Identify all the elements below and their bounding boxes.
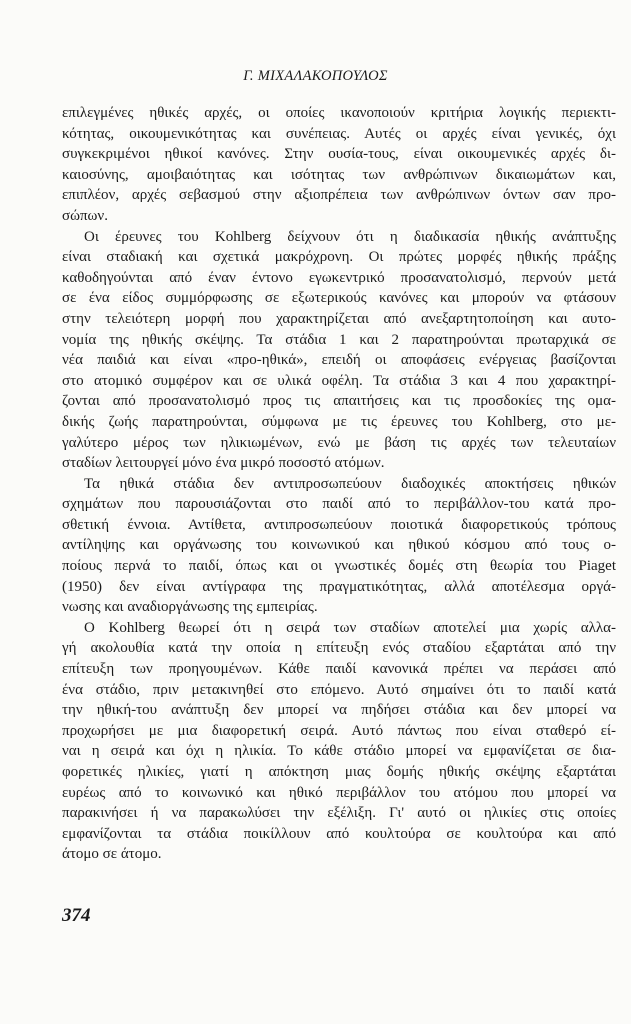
text-line: ένα στάδιο, πριν μετακινηθεί στο επόμενο. Αυτό σημαίνει ότι το παιδί κατά xyxy=(62,681,616,698)
text-line: επιλεγμένες ηθικές αρχές, οι οποίες ικανοποιούν κριτήρια λογικής περιεκτι- xyxy=(62,105,616,121)
paragraph xyxy=(62,618,616,865)
text-line: προχωρήσει με μια διαφορετική σειρά. Αυτό πάντως που είναι σταθερό εί- xyxy=(62,722,616,739)
text-line: κότητας, οικουμενικότητας και συνέπειας. Αυτές οι αρχές είναι γενικές, όχι xyxy=(62,125,616,142)
text-line: ποίους περνά το παιδί, όπως και οι γνωστικές δομές στη θεωρία του Piaget xyxy=(62,558,616,575)
text-line: Οι έρευνες του Kohlberg δείχνουν ότι η διαδικασία ηθικής ανάπτυξης xyxy=(84,228,616,245)
text-line: είναι σταδιακή και σχετικά μακρόχρονη. Οι πρώτες μορφές ηθικής πράξης xyxy=(62,249,616,266)
paragraph xyxy=(62,227,616,474)
text-line: ευρέως από το κοινωνικό και ηθικό περιβάλλον του ατόμου που μπορεί να xyxy=(62,784,616,801)
text-line: επίτευξη των προηγουμένων. Κάθε παιδί κανονικά πρέπει να περάσει από xyxy=(62,661,616,678)
text-line: δικής ζωής παρατηρούνται, σύμφωνα με τις έρευνες του Kohlberg, στο με- xyxy=(62,413,616,430)
text-line: εμφανίζονται τα στάδια ποικίλλουν από κουλτούρα σε κουλτούρα και από xyxy=(62,825,616,842)
text-line: ναι η σειρά και όχι η ηλικία. Το κάθε στάδιο μπορεί να εμφανίζεται σε δια- xyxy=(62,743,616,760)
text-line: σχημάτων που παρουσιάζονται στο παιδί από το περιβάλλον-του κατά προ- xyxy=(62,496,616,513)
text-line: Ο Kohlberg θεωρεί ότι η σειρά των σταδίων αποτελεί μια χωρίς αλλα- xyxy=(84,619,616,636)
text-line: αντίληψης και οργάνωσης του κοινωνικού και ηθικού κόσμου από τους ο- xyxy=(62,537,616,554)
text-line: στην τελειότερη μορφή που χαρακτηρίζεται από ανεξαρτητοποίηση και αυτο- xyxy=(62,310,616,327)
text-line: συγκεκριμένοι ηθικοί κανόνες. Στην ουσία-τους, είναι οικουμενικές αρχές δι- xyxy=(62,146,616,163)
text-line: επιπλέον, αρχές σεβασμού στην αξιοπρέπεια των ανθρώπινων όντων σαν προ- xyxy=(62,187,616,204)
text-line: νωσης και αναδιοργάνωσης της εμπειρίας. xyxy=(62,599,318,616)
running-header: Γ. ΜΙΧΑΛΑΚΟΠΟΥΛΟΣ xyxy=(243,68,388,84)
text-line: άτομο σε άτομο. xyxy=(62,846,162,863)
text-line: γή ακολουθία κατά την οποία η επίτευξη ενός σταδίου εξαρτάται από την xyxy=(62,640,616,657)
text-line: σε ένα είδος συμμόρφωσης σε εξωτερικούς κανόνες και μπορούν να φτάσουν xyxy=(62,290,616,307)
text-line: την ηθική-του ανάπτυξη δεν μπορεί να πηδήσει στάδια και δεν μπορεί να xyxy=(62,702,616,719)
text-line: καιοσύνης, αμοιβαιότητας και ισότητας των ανθρώπινων δικαιωμάτων και, xyxy=(62,166,616,183)
text-line: φορετικές ηλικίες, γιατί η απόκτηση μιας δομής ηθικής σκέψης εξαρτάται xyxy=(62,764,616,780)
text-line: καθοδηγούνται από έναν έντονο εγωκεντρικό προσανατολισμό, περνούν μετά xyxy=(62,269,616,286)
page-number: 374 xyxy=(62,905,91,926)
text-line: σώπων. xyxy=(62,207,108,224)
text-line: γαλύτερο μέρος των ηλικιωμένων, ενώ με βάση τις αρχές των τελευταίων xyxy=(62,434,616,451)
text-line: σταδίων λειτουργεί μόνο ένα μικρό ποσοστό ατόμων. xyxy=(62,455,385,472)
text-line: στο ατομικό συμφέρον και σε υλικά οφέλη. Τα στάδια 3 και 4 που χαρακτηρί- xyxy=(62,372,616,389)
text-line: νομία της ηθικής σκέψης. Τα στάδια 1 και 2 παρατηρούνται πρωταρχικά σε xyxy=(62,331,616,348)
text-line: ζονται από προσανατολισμό προς τις απαιτήσεις και τις προσδοκίες της ομα- xyxy=(62,393,616,410)
text-line: (1950) δεν είναι αντίγραφα της πραγματικότητας, αλλά αποτέλεσμα οργά- xyxy=(62,578,616,595)
text-line: Τα ηθικά στάδια δεν αντιπροσωπεύουν διαδοχικές αποκτήσεις ηθικών xyxy=(84,475,616,492)
text-line: παρακινήσει ή να παρακωλύσει την εξέλιξη. Γι' αυτό οι ηλικίες στις οποίες xyxy=(62,805,616,822)
body-text xyxy=(62,103,616,865)
text-line: σθετική έννοια. Αντίθετα, αντιπροσωπεύουν ποιοτικά διαφορετικούς τρόπους xyxy=(62,516,616,533)
text-line: νέα παιδιά και είναι «προ-ηθικά», επειδή οι αποφάσεις ενέργειας βασίζονται xyxy=(62,352,616,369)
paragraph xyxy=(62,474,616,618)
paragraph xyxy=(62,103,616,227)
